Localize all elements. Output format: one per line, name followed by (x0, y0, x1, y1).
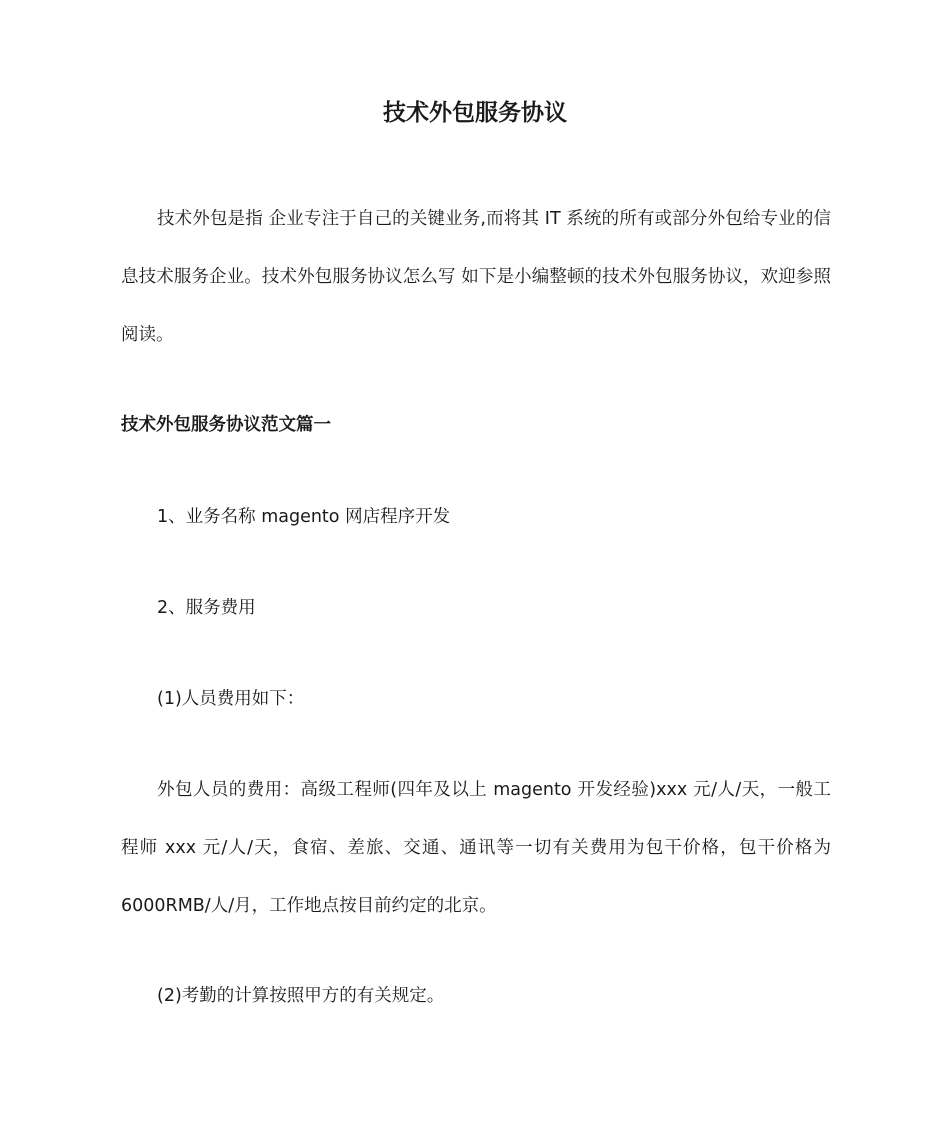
personnel-fees-paragraph: 外包人员的费用：高级工程师(四年及以上 magento 开发经验)xxx 元/人/天，一般工程师 xxx 元/人/天，食宿、差旅、交通、通讯等一切有关费用为包干价格，包干价格为 6000RMB/人/月，工作地点按目前约定的北京。 (121, 780, 831, 916)
section-heading: 技术外包服务协议范文篇一 (121, 415, 331, 435)
intro-paragraph: 技术外包是指 企业专注于自己的关键业务,而将其 IT 系统的所有或部分外包给专业的信息技术服务企业。技术外包服务协议怎么写 如下是小编整顿的技术外包服务协议，欢迎参照阅读。 (121, 209, 831, 345)
document-title: 技术外包服务协议 (383, 100, 567, 126)
item-service-fees: 2、服务费用 (157, 598, 256, 618)
item-business-name: 1、业务名称 magento 网店程序开发 (157, 507, 451, 527)
item-attendance: (2)考勤的计算按照甲方的有关规定。 (157, 986, 445, 1006)
item-personnel-fees-heading: (1)人员费用如下： (157, 689, 305, 709)
